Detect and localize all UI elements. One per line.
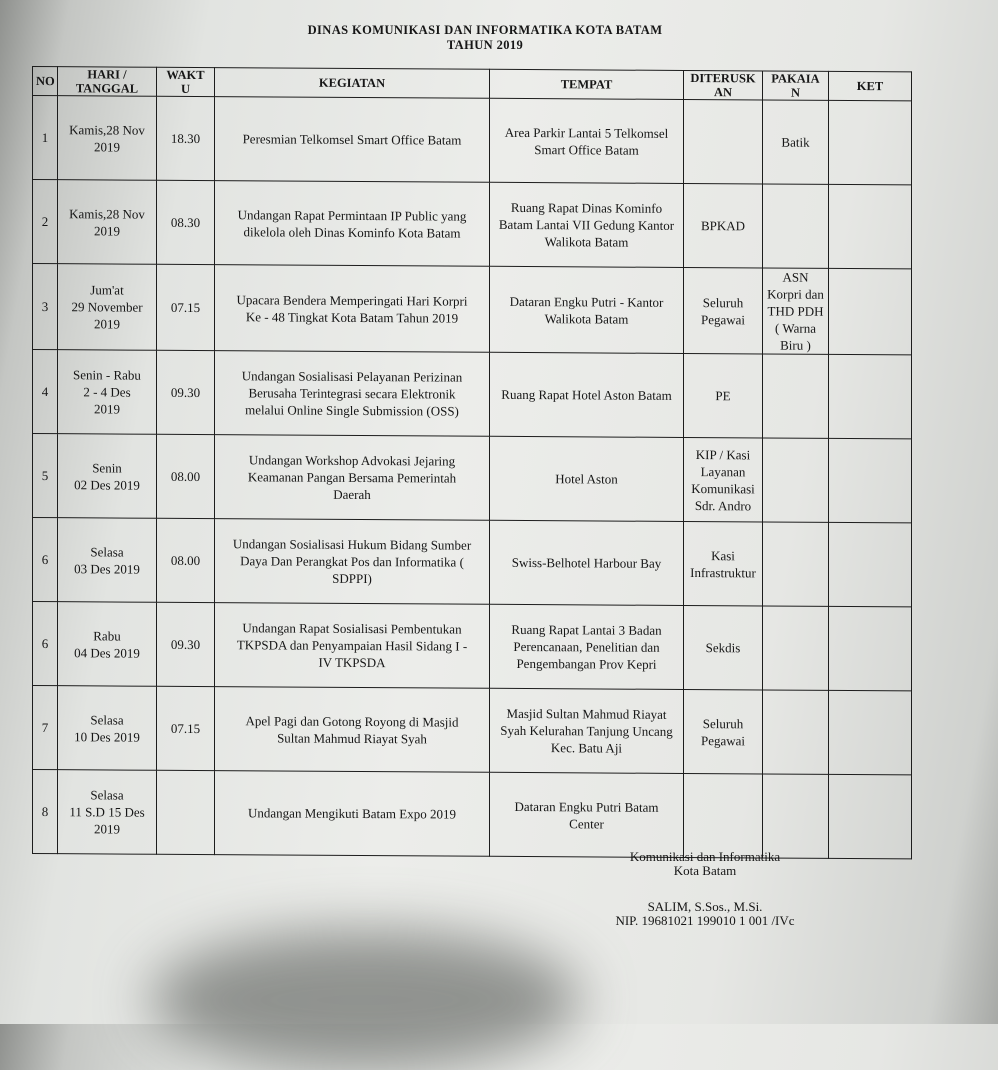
cell-line: KIP / Kasi — [695, 446, 751, 462]
header-label: WAKT — [166, 67, 205, 83]
cell-line: Pegawai — [700, 732, 746, 748]
cell-line: Kamis,28 Nov — [69, 121, 145, 138]
header-col-kegiatan — [215, 68, 490, 99]
cell-hari-tanggal — [58, 434, 157, 519]
cell-ket — [829, 690, 912, 775]
cell-line: Ruang Rapat Hotel Aston Batam — [501, 386, 672, 403]
cell-no: 8 — [33, 770, 58, 854]
photo-shadow — [150, 930, 580, 1070]
cell-tempat — [490, 520, 684, 605]
cell-tempat — [490, 772, 684, 857]
cell-ket — [829, 100, 912, 185]
cell-waktu: 08.30 — [157, 180, 215, 264]
cell-no: 3 — [33, 264, 58, 350]
table-row — [33, 434, 912, 523]
cell-no: 6 — [33, 518, 58, 602]
cell-tempat — [490, 182, 684, 267]
header-col-hari-tanggal — [58, 67, 157, 97]
cell-ket — [829, 184, 912, 269]
cell-line: Senin - Rabu — [73, 367, 141, 383]
cell-line: Kasi — [711, 547, 735, 563]
table-row — [33, 180, 912, 269]
cell-line: Swiss-Belhotel Harbour Bay — [511, 554, 662, 571]
cell-line: Sekdis — [705, 640, 741, 656]
cell-ket — [829, 268, 912, 355]
cell-line: Area Parkir Lantai 5 Telkomsel — [504, 124, 669, 141]
cell-kegiatan — [215, 687, 490, 773]
cell-line: 2019 — [94, 316, 120, 332]
cell-line: Rabu — [93, 627, 121, 644]
cell-diteruskan — [684, 99, 763, 183]
cell-waktu: 08.00 — [157, 518, 215, 602]
cell-kegiatan — [215, 97, 490, 183]
cell-line: Undangan Sosialisasi Hukum Bidang Sumber — [232, 536, 472, 553]
cell-line: Layanan — [700, 463, 746, 479]
cell-diteruskan — [684, 183, 763, 267]
cell-line: BPKAD — [700, 218, 746, 234]
cell-line: 03 Des 2019 — [74, 560, 140, 577]
cell-tempat — [490, 604, 684, 689]
header-label: PAKAIA — [771, 71, 820, 86]
cell-pakaian — [763, 100, 829, 184]
cell-line: 29 November — [71, 299, 143, 315]
cell-pakaian — [763, 606, 829, 690]
cell-line: Dataran Engku Putri - Kantor — [509, 293, 664, 310]
header-label: TANGGAL — [75, 81, 139, 96]
cell-line: Pegawai — [700, 311, 746, 327]
cell-line: Perencanaan, Penelitian dan — [513, 638, 660, 655]
cell-line: Selasa — [90, 711, 124, 728]
cell-line: Apel Pagi dan Gotong Royong di Masjid — [245, 712, 459, 730]
table-row — [33, 518, 912, 607]
cell-line: Kec. Batu Aji — [550, 740, 623, 756]
cell-line: IV TKPSDA — [318, 654, 386, 671]
cell-line: Ruang Rapat Lantai 3 Badan — [511, 621, 662, 638]
cell-line: Pengembangan Prov Kepri — [516, 655, 657, 672]
cell-ket — [829, 522, 912, 607]
cell-kegiatan — [215, 435, 490, 521]
cell-line: 02 Des 2019 — [74, 476, 140, 493]
cell-line: Peresmian Telkomsel Smart Office Batam — [242, 131, 462, 148]
cell-line: PE — [715, 388, 731, 404]
cell-line: Dataran Engku Putri Batam — [514, 798, 659, 815]
cell-kegiatan — [215, 351, 490, 437]
cell-no: 6 — [33, 602, 58, 686]
cell-line: Sdr. Andro — [694, 497, 752, 513]
cell-line: Keamanan Pangan Bersama Pemerintah — [247, 469, 457, 486]
cell-ket — [829, 354, 912, 439]
cell-line: Masjid Sultan Mahmud Riayat — [506, 705, 667, 722]
cell-diteruskan — [684, 267, 763, 353]
header-label: TEMPAT — [560, 77, 613, 92]
cell-kegiatan — [215, 771, 490, 857]
cell-tempat — [490, 352, 684, 437]
cell-line: Senin — [92, 459, 122, 476]
cell-line: Sultan Mahmud Riayat Syah — [277, 729, 427, 746]
cell-hari-tanggal — [58, 518, 157, 603]
cell-line: Berusaha Terintegrasi secara Elektronik — [248, 385, 456, 402]
cell-waktu — [157, 770, 215, 854]
cell-pakaian — [763, 522, 829, 606]
header-label: AN — [713, 85, 733, 100]
header-col-diteruskan — [684, 70, 763, 99]
cell-line: 2019 — [94, 821, 120, 837]
cell-no: 7 — [33, 686, 58, 770]
cell-line: Biru ) — [780, 337, 811, 353]
cell-line: Walikota Batam — [544, 234, 629, 250]
cell-pakaian — [763, 184, 829, 268]
cell-line: Batik — [781, 134, 810, 150]
cell-line: ( Warna — [775, 320, 816, 336]
cell-tempat — [490, 98, 684, 183]
cell-line: Undangan Rapat Permintaan IP Public yang — [237, 206, 467, 224]
cell-diteruskan — [684, 689, 763, 773]
cell-pakaian — [763, 690, 829, 774]
footer-org-line1: Komunikasi dan Informatika — [629, 849, 781, 864]
header-col-pakaian — [763, 71, 829, 100]
cell-line: dikelola oleh Dinas Kominfo Kota Batam — [243, 223, 461, 241]
header-label: U — [180, 81, 191, 96]
cell-no: 5 — [33, 434, 58, 518]
cell-line: Infrastruktur — [690, 564, 756, 580]
document-title: DINAS KOMUNIKASI DAN INFORMATIKA KOTA BATAM — [307, 23, 663, 37]
cell-waktu: 08.00 — [157, 434, 215, 518]
cell-line: Undangan Mengikuti Batam Expo 2019 — [248, 805, 456, 822]
cell-line: TKPSDA dan Penyampaian Hasil Sidang I - — [236, 637, 468, 654]
cell-line: Seluruh — [702, 294, 744, 310]
cell-line: Seluruh — [702, 715, 744, 731]
cell-line: Center — [569, 815, 604, 831]
cell-line: Syah Kelurahan Tanjung Uncang — [500, 722, 673, 739]
cell-ket — [829, 438, 912, 523]
cell-line: Ke - 48 Tingkat Kota Batam Tahun 2019 — [245, 308, 459, 326]
footer-org-line2: Kota Batam — [673, 863, 737, 878]
cell-kegiatan — [215, 603, 490, 689]
header-label: DITERUSK — [690, 71, 756, 86]
header-col-tempat — [490, 69, 684, 99]
cell-line: melalui Online Single Submission (OSS) — [245, 402, 459, 419]
table-row — [33, 350, 912, 439]
cell-waktu: 07.15 — [157, 264, 215, 350]
cell-line: 2019 — [94, 222, 120, 239]
cell-hari-tanggal — [58, 350, 157, 435]
cell-line: 2 - 4 Des — [83, 384, 131, 400]
cell-waktu: 09.30 — [157, 350, 215, 434]
header-label: KET — [856, 79, 884, 94]
cell-line: THD PDH — [767, 303, 824, 319]
cell-pakaian — [763, 774, 829, 858]
cell-diteruskan — [684, 605, 763, 689]
table-row — [33, 602, 912, 691]
cell-line: 04 Des 2019 — [74, 644, 140, 661]
cell-line: Selasa — [90, 543, 124, 560]
cell-line: Smart Office Batam — [534, 141, 639, 158]
cell-line: SDPPI) — [332, 570, 372, 587]
cell-pakaian — [763, 268, 829, 354]
cell-line: Komunikasi — [691, 480, 755, 496]
cell-line: 2019 — [94, 138, 120, 155]
cell-hari-tanggal — [58, 770, 157, 855]
cell-no: 1 — [33, 96, 58, 180]
cell-hari-tanggal — [58, 96, 157, 181]
cell-hari-tanggal — [58, 264, 157, 351]
footer-organization — [600, 850, 810, 878]
cell-line: Jum'at — [90, 282, 124, 298]
header-label: HARI / — [87, 67, 127, 82]
cell-pakaian — [763, 354, 829, 438]
header-label: NO — [36, 74, 55, 89]
cell-no: 2 — [33, 180, 58, 264]
cell-line: Undangan Rapat Sosialisasi Pembentukan — [242, 620, 462, 637]
cell-line: Hotel Aston — [555, 471, 618, 487]
cell-diteruskan — [684, 353, 763, 437]
cell-diteruskan — [684, 521, 763, 605]
table-row — [33, 264, 912, 355]
cell-no: 4 — [33, 350, 58, 434]
cell-diteruskan — [684, 773, 763, 857]
cell-pakaian — [763, 438, 829, 522]
header-col-no — [33, 67, 58, 96]
table-body — [33, 96, 912, 859]
signer-nip: NIP. 19681021 199010 1 001 /IVc — [615, 913, 795, 928]
cell-line: Selasa — [90, 787, 124, 803]
cell-ket — [829, 774, 912, 859]
cell-diteruskan — [684, 437, 763, 521]
cell-line: Daerah — [333, 486, 371, 503]
document-subtitle: TAHUN 2019 — [446, 38, 524, 52]
table-row — [33, 686, 912, 775]
cell-line: Upacara Bendera Memperingati Hari Korpri — [236, 291, 468, 309]
cell-line: Kamis,28 Nov — [69, 205, 145, 222]
cell-line: Daya Dan Perangkat Pos dan Informatika ( — [240, 553, 464, 570]
cell-line: Ruang Rapat Dinas Kominfo — [510, 199, 663, 216]
cell-waktu: 09.30 — [157, 602, 215, 686]
cell-tempat — [490, 688, 684, 773]
cell-waktu: 18.30 — [157, 96, 215, 180]
cell-line: ASN — [782, 269, 809, 285]
cell-line: Undangan Sosialisasi Pelayanan Perizinan — [241, 368, 463, 385]
cell-line: Undangan Workshop Advokasi Jejaring — [248, 452, 456, 469]
cell-hari-tanggal — [58, 686, 157, 771]
header-col-ket — [829, 71, 912, 101]
cell-kegiatan — [215, 181, 490, 267]
header-label: N — [790, 85, 801, 100]
cell-tempat — [490, 436, 684, 521]
schedule-table — [32, 66, 912, 859]
cell-hari-tanggal — [58, 602, 157, 687]
cell-kegiatan — [215, 519, 490, 605]
header-col-waktu — [157, 67, 215, 96]
cell-ket — [829, 606, 912, 691]
cell-tempat — [490, 266, 684, 353]
cell-line: Walikota Batam — [544, 310, 629, 327]
footer-signature — [560, 900, 850, 928]
cell-line: 10 Des 2019 — [74, 728, 140, 745]
cell-line: 2019 — [94, 401, 120, 417]
cell-line: Batam Lantai VII Gedung Kantor — [498, 216, 675, 233]
cell-line: Korpri dan — [767, 286, 824, 302]
cell-line: 11 S.D 15 Des — [69, 804, 145, 820]
cell-waktu: 07.15 — [157, 686, 215, 770]
table-row — [33, 770, 912, 859]
header-label: KEGIATAN — [318, 75, 386, 91]
signer-name: SALIM, S.Sos., M.Si. — [647, 899, 763, 914]
table-row — [33, 96, 912, 185]
cell-hari-tanggal — [58, 180, 157, 265]
cell-kegiatan — [215, 265, 490, 353]
